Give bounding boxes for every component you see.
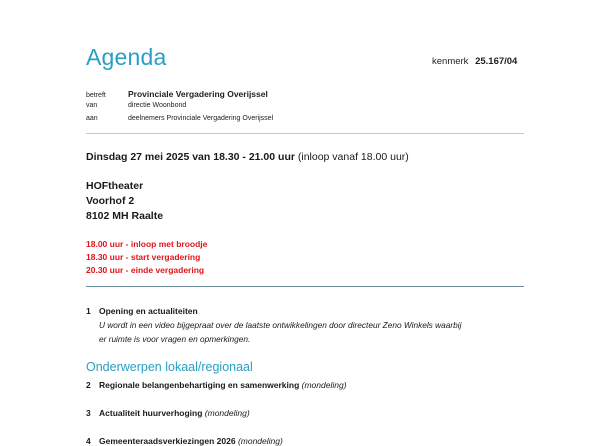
meta-value: Provinciale Vergadering Overijssel: [128, 89, 268, 99]
document-title: Agenda: [86, 44, 167, 70]
reference-value: 25.167/04: [475, 56, 518, 67]
agenda-item-1: [86, 306, 198, 316]
meeting-date-note: (inloop vanaf 18.00 uur): [294, 151, 409, 163]
divider: [86, 286, 524, 287]
item-description-line: U wordt in een video bijgepraat over de laatste ontwikkelingen door directeur Zeno Winkels waarbij: [99, 320, 462, 330]
agenda-item-3: [86, 408, 250, 418]
schedule-item: 18.30 uur - start vergadering: [86, 252, 201, 262]
meta-key: aan: [86, 115, 98, 122]
meta-row-from: [86, 102, 186, 109]
item-title: Opening en actualiteiten: [99, 306, 198, 316]
meta-row-subject: [86, 89, 268, 99]
reference-number: [432, 56, 517, 67]
meta-key: van: [86, 102, 98, 109]
item-number: 2: [86, 380, 91, 390]
item-number: 4: [86, 436, 91, 446]
agenda-item-2: [86, 380, 347, 390]
meta-row-to: [86, 115, 273, 122]
meeting-date-main: Dinsdag 27 mei 2025 van 18.30 - 21.00 uur: [86, 151, 295, 163]
venue-city: 8102 MH Raalte: [86, 210, 164, 222]
item-note: (mondeling): [301, 380, 347, 390]
item-description: [99, 318, 529, 346]
item-number: 1: [86, 306, 91, 316]
schedule-item: 18.00 uur - inloop met broodje: [86, 239, 208, 249]
venue-name: HOFtheater: [86, 180, 144, 192]
agenda-item-4: [86, 436, 283, 446]
meta-value: deelnemers Provinciale Vergadering Overijssel: [128, 115, 274, 122]
item-note: (mondeling): [204, 408, 250, 418]
section-heading: Onderwerpen lokaal/regionaal: [86, 360, 253, 374]
schedule-item: 20.30 uur - einde vergadering: [86, 265, 205, 275]
meta-key: betreft: [86, 92, 106, 99]
item-title: Actualiteit huurverhoging: [99, 408, 203, 418]
meta-value: directie Woonbond: [128, 102, 187, 109]
item-note: (mondeling): [237, 436, 283, 446]
divider: [86, 133, 524, 134]
venue-street: Voorhof 2: [86, 195, 135, 207]
item-title: Gemeenteraadsverkiezingen 2026: [99, 436, 236, 446]
meeting-date: [86, 151, 409, 163]
item-description-line: er ruimte is voor vragen en opmerkingen.: [99, 334, 251, 344]
item-number: 3: [86, 408, 91, 418]
reference-label: kenmerk: [432, 56, 469, 67]
item-title: Regionale belangenbehartiging en samenwerking: [99, 380, 300, 390]
